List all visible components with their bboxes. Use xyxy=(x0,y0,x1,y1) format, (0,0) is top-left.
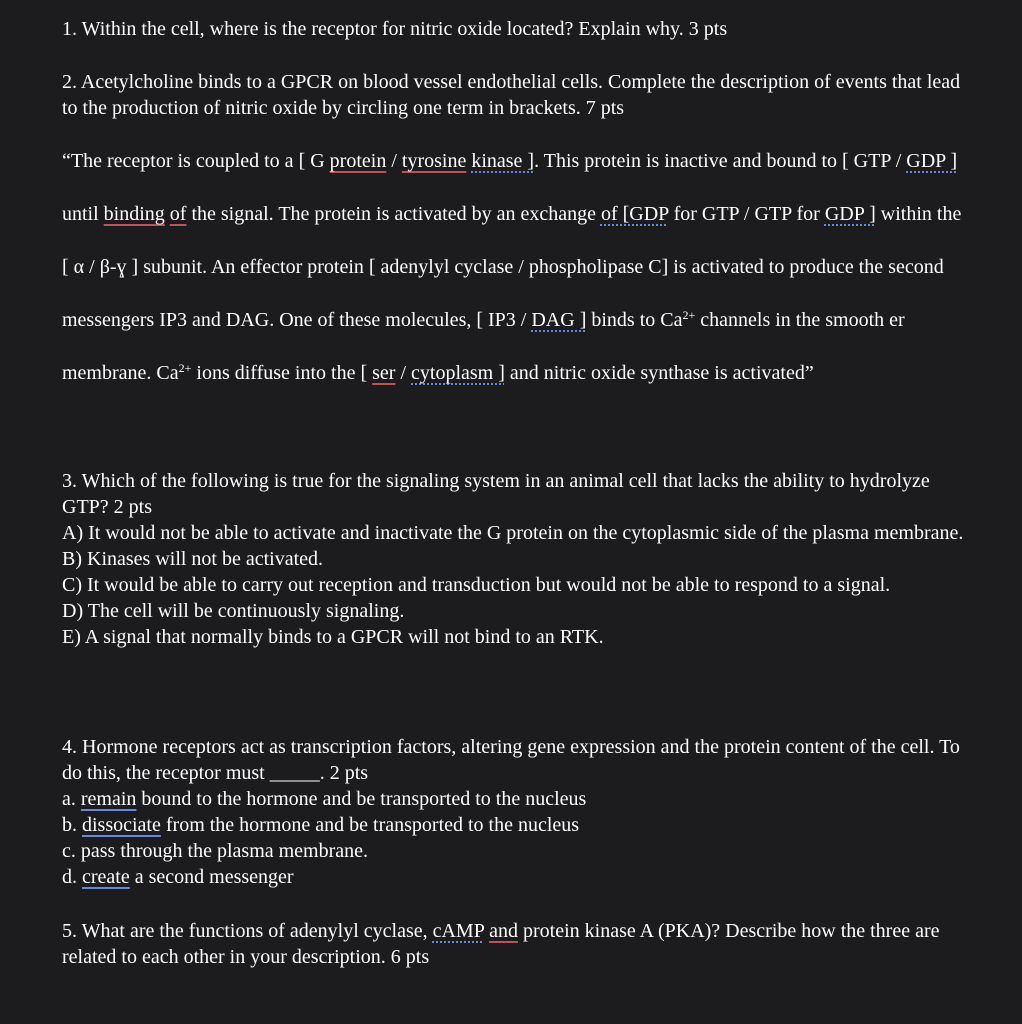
q2-text: / xyxy=(395,362,412,384)
q2-text: . This protein is inactive and bound to [ GTP / xyxy=(534,150,907,172)
question-3 xyxy=(62,468,972,650)
question-3-option-c: C) It would be able to carry out reception and transduction but would not be able to respond to a signal. xyxy=(62,574,891,596)
q4-remain: remain xyxy=(80,788,137,810)
question-4-stem: 4. Hormone receptors act as transcription factors, altering gene expression and the protein content of the cell. To do this, the receptor must _____. 2 pts xyxy=(62,736,960,784)
q2-text: and nitric oxide synthase is activated” xyxy=(504,362,814,384)
q2-protein: protein xyxy=(329,150,387,172)
q2-tyrosine: tyrosine xyxy=(401,150,467,172)
q2-gdp: GDP ] xyxy=(906,150,958,172)
question-3-option-a: A) It would not be able to activate and inactivate the G protein on the cytoplasmic side of the plasma membrane. xyxy=(62,522,964,544)
q2-text: the signal. The protein is activated by an exchange xyxy=(186,203,601,225)
q2-ser: ser xyxy=(372,362,396,384)
q5-text: protein kinase A (PKA)? Describe how the three are related to each other in your description. 6 pts xyxy=(62,920,940,968)
q2-binding: binding xyxy=(103,203,165,225)
q2-superscript: 2+ xyxy=(682,308,696,322)
q2-superscript: 2+ xyxy=(178,361,192,375)
q2-text: / xyxy=(386,150,402,172)
q5-and: and xyxy=(489,920,518,942)
q4-dissociate: dissociate xyxy=(82,814,161,836)
question-2: 2. Acetylcholine binds to a GPCR on blood vessel endothelial cells. Complete the description of events that lead to the production of nitric oxide by circling one term in brackets. 7 pts xyxy=(62,71,961,119)
q2-text: “The receptor is coupled to a [ G xyxy=(62,150,330,172)
q2-text: channels in the smooth er membrane. Ca xyxy=(62,309,905,384)
q2-text: binds to Ca xyxy=(586,309,683,331)
question-4-option-a xyxy=(62,786,972,812)
q2-dag: DAG ] xyxy=(531,309,587,331)
question-4-option-d xyxy=(62,864,972,890)
question-3-stem: 3. Which of the following is true for the signaling system in an animal cell that lacks the ability to hydrolyze GTP? 2 pts xyxy=(62,470,930,518)
q2-gdp-2: GDP ] xyxy=(824,203,876,225)
q4-text: a second messenger xyxy=(129,866,294,888)
question-5 xyxy=(62,918,972,970)
question-1: 1. Within the cell, where is the receptor for nitric oxide located? Explain why. 3 pts xyxy=(62,18,728,40)
q4-text: bound to the hormone and be transported to the nucleus xyxy=(136,788,587,810)
q2-of: of xyxy=(169,203,187,225)
q4-create: create xyxy=(82,866,130,888)
question-2-paragraph xyxy=(62,135,972,400)
q2-cytoplasm: cytoplasm ] xyxy=(411,362,505,384)
q2-of-gdp: of [GDP xyxy=(600,203,669,225)
q2-kinase: kinase ] xyxy=(471,150,535,172)
q4-label: d. xyxy=(62,866,82,888)
q2-text: for GTP / GTP for xyxy=(668,203,825,225)
q4-label: a. xyxy=(62,788,81,810)
question-4-option-c: c. pass through the plasma membrane. xyxy=(62,840,369,862)
q4-text: from the hormone and be transported to the nucleus xyxy=(160,814,580,836)
q5-camp: cAMP xyxy=(432,920,485,942)
question-4-option-b xyxy=(62,812,972,838)
q5-text: 5. What are the functions of adenylyl cyclase, xyxy=(62,920,433,942)
question-3-option-d: D) The cell will be continuously signaling. xyxy=(62,600,405,622)
q4-label: b. xyxy=(62,814,82,836)
q2-text: until xyxy=(62,203,104,225)
question-4 xyxy=(62,734,972,890)
question-3-option-b: B) Kinases will not be activated. xyxy=(62,548,324,570)
q2-text: ions diffuse into the [ xyxy=(191,362,373,384)
q2-text: within the [ α / β-ɣ ] subunit. An effector protein [ adenylyl cyclase / phospholipase C] is activated to produce the second messengers IP3 and DAG. One of these molecules, [ IP3 / xyxy=(62,203,962,331)
question-3-option-e: E) A signal that normally binds to a GPCR will not bind to an RTK. xyxy=(62,626,604,648)
